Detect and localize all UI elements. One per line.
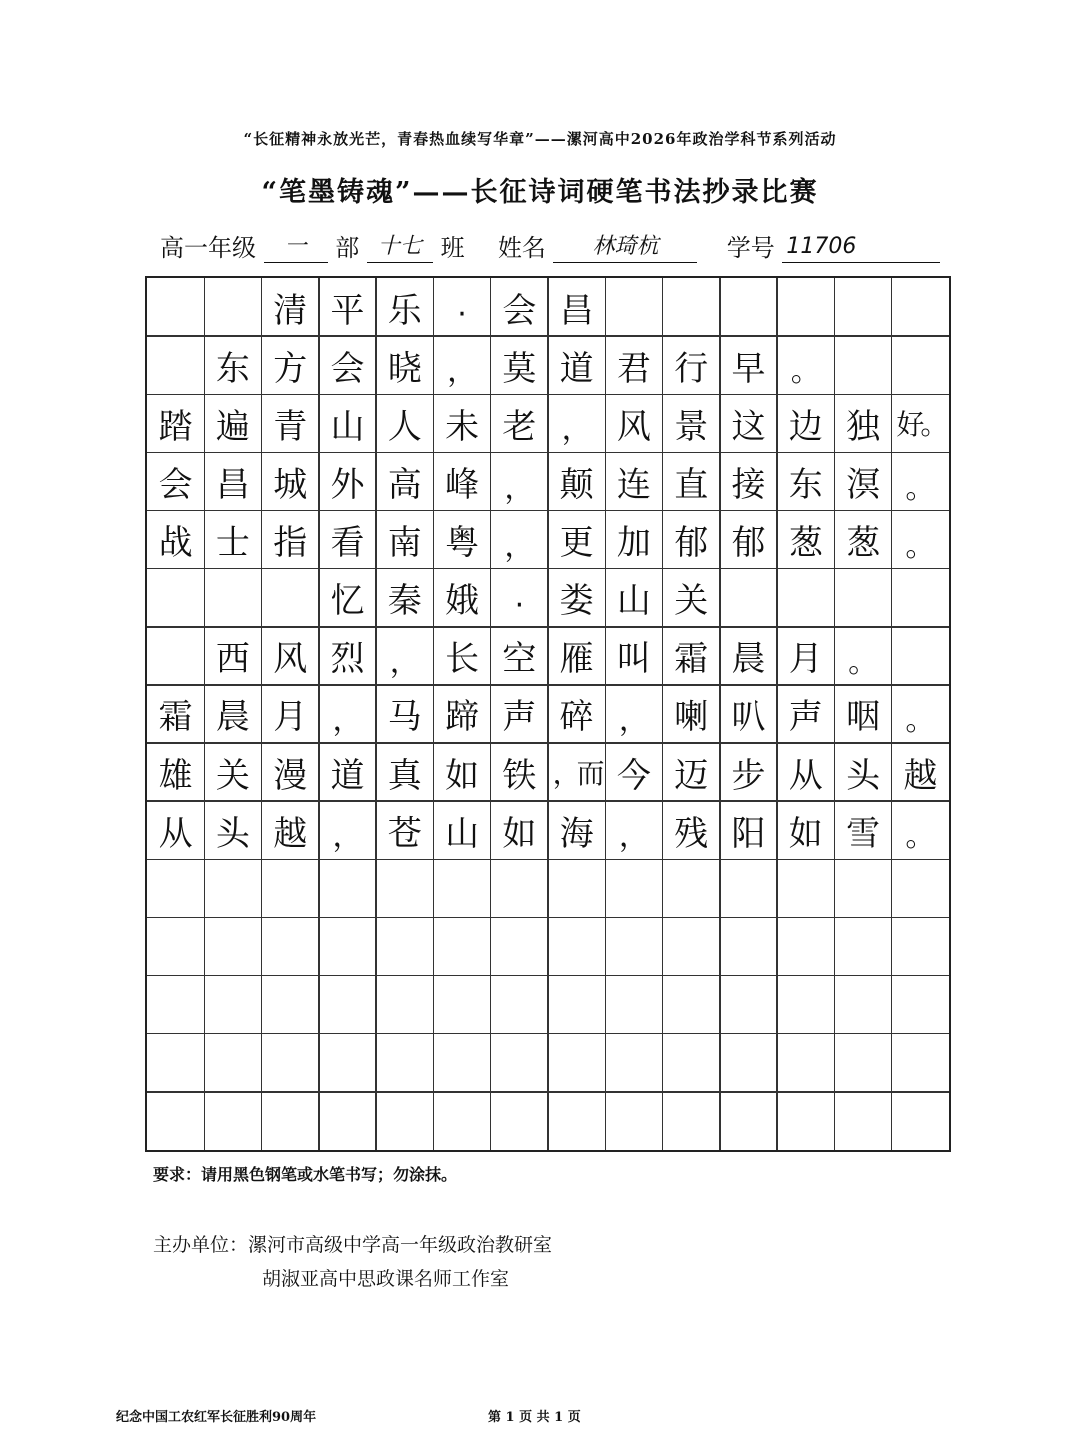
- grid-cell: [834, 1092, 891, 1150]
- grid-cell: [376, 1034, 433, 1092]
- grid-cell: 独: [846, 406, 881, 447]
- grid-cell: 山: [445, 813, 480, 854]
- grid-cell: 边: [788, 406, 823, 447]
- grid-cell: 忆: [330, 581, 365, 622]
- grid-cell: [548, 859, 605, 917]
- grid-cell: [262, 859, 319, 917]
- grid-cell: 马: [387, 697, 422, 738]
- grid-cell: 碎: [559, 697, 594, 738]
- grid-cell: [147, 336, 204, 394]
- grid-cell: ，: [332, 819, 363, 855]
- grid-cell: 看: [330, 523, 365, 564]
- grid-cell: [491, 859, 548, 917]
- grid-cell: ，: [504, 528, 535, 564]
- grid-cell: [319, 859, 376, 917]
- name-label: 姓名: [497, 234, 546, 262]
- grid-cell: [663, 917, 720, 975]
- grid-cell: 如: [502, 813, 537, 854]
- grid-cell: 青: [273, 406, 308, 447]
- grid-cell: 城: [273, 464, 308, 505]
- grid-cell: [147, 1034, 204, 1092]
- grid-cell: 粤: [445, 523, 480, 564]
- requirements-note: 要求：请用黑色钢笔或水笔书写；勿涂抹。: [153, 1165, 458, 1184]
- grid-cell: 漫: [273, 755, 308, 796]
- grid-cell: [892, 278, 949, 336]
- grid-cell: [892, 859, 949, 917]
- grid-cell: 今: [616, 755, 651, 796]
- grid-cell: [147, 859, 204, 917]
- grid-cell: ·: [514, 587, 525, 623]
- grid-cell: [605, 1034, 662, 1092]
- grid-cell: 娄: [559, 581, 594, 622]
- grid-cell: [663, 1092, 720, 1150]
- grid-cell: 晨: [215, 697, 250, 738]
- grid-cell: [892, 569, 949, 627]
- grid-cell: 喇: [674, 697, 709, 738]
- grid-cell: 昌: [559, 290, 594, 331]
- grid-cell: [433, 1034, 490, 1092]
- grid-cell: [777, 859, 834, 917]
- grid-cell: 迈: [674, 755, 709, 796]
- grid-cell: [204, 1092, 261, 1150]
- grid-cell: 接: [731, 464, 766, 505]
- grid-cell: 越: [273, 813, 308, 854]
- grid-cell: [204, 917, 261, 975]
- grid-cell: 声: [502, 697, 537, 738]
- grid-cell: 秦: [387, 581, 422, 622]
- grid-cell: [147, 976, 204, 1034]
- grid-cell: [777, 976, 834, 1034]
- grid-cell: ，: [561, 412, 592, 448]
- grid-cell: 月: [788, 639, 823, 680]
- grid-cell: [720, 1092, 777, 1150]
- grid-cell: ，: [332, 703, 363, 739]
- grid-cell: 加: [616, 523, 651, 564]
- grid-cell: 雄: [158, 755, 193, 796]
- grid-cell: [663, 278, 720, 336]
- grid-cell: 景: [674, 406, 709, 447]
- name-field[interactable]: 林琦杭: [553, 232, 697, 263]
- grid-cell: [433, 917, 490, 975]
- grid-cell: 溟: [846, 464, 881, 505]
- grid-cell: 叭: [731, 697, 766, 738]
- grid-cell: [376, 976, 433, 1034]
- grid-cell: 道: [559, 348, 594, 389]
- grid-cell: 山: [616, 581, 651, 622]
- grid-cell: 方: [273, 348, 308, 389]
- grid-cell: 晨: [731, 639, 766, 680]
- grid-cell: ，: [447, 354, 478, 390]
- grid-cell: [147, 917, 204, 975]
- grid-cell: 郁: [731, 523, 766, 564]
- grid-cell: 未: [445, 406, 480, 447]
- grid-cell: 真: [387, 755, 422, 796]
- footer-commemoration: 纪念中国工农红军长征胜利90周年: [116, 1410, 317, 1425]
- grid-cell: 士: [215, 523, 250, 564]
- grid-cell: 月: [273, 697, 308, 738]
- grid-cell: 。: [790, 354, 821, 390]
- grid-cell: [892, 1034, 949, 1092]
- grid-cell: 雁: [559, 639, 594, 680]
- grid-cell: 铁: [502, 755, 537, 796]
- grid-cell: 霜: [158, 697, 193, 738]
- grid-cell: [204, 1034, 261, 1092]
- grid-cell: ，: [618, 703, 649, 739]
- grid-cell: [605, 859, 662, 917]
- grid-cell: 早: [731, 348, 766, 389]
- grid-cell: 昌: [215, 464, 250, 505]
- grid-cell: [548, 1034, 605, 1092]
- grid-cell: [777, 1034, 834, 1092]
- organizer-line-2: 胡淑亚高中思政课名师工作室: [262, 1268, 510, 1290]
- grid-cell: [777, 278, 834, 336]
- grid-cell: [892, 976, 949, 1034]
- grid-cell: 空: [502, 639, 537, 680]
- grid-cell: [262, 917, 319, 975]
- grid-cell: [605, 1092, 662, 1150]
- grid-cell: [319, 1092, 376, 1150]
- grid-cell: 头: [846, 755, 881, 796]
- writing-grid: [145, 276, 951, 1152]
- grade-label: 高一年级: [160, 234, 256, 262]
- grid-cell: 越: [903, 755, 938, 796]
- grid-cell: [262, 569, 319, 627]
- grid-cell: 颠: [559, 464, 594, 505]
- grid-cell: [319, 976, 376, 1034]
- grid-cell: [548, 1092, 605, 1150]
- grid-cell: 。: [905, 819, 936, 855]
- grid-cell: [147, 1092, 204, 1150]
- grid-cell: 道: [330, 755, 365, 796]
- grid-cell: 战: [158, 523, 193, 564]
- grid-cell: 东: [788, 464, 823, 505]
- grid-cell: [834, 976, 891, 1034]
- grid-cell: 咽: [846, 697, 881, 738]
- grid-cell: [720, 1034, 777, 1092]
- grid-cell: 遍: [215, 406, 250, 447]
- grid-cell: 如: [445, 755, 480, 796]
- grid-cell: 。: [905, 528, 936, 564]
- grid-cell: [720, 859, 777, 917]
- grid-cell: [834, 278, 891, 336]
- grid-cell: [605, 976, 662, 1034]
- grid-cell: 东: [215, 348, 250, 389]
- grid-cell: [892, 336, 949, 394]
- grid-cell: 娥: [445, 581, 480, 622]
- grid-cell: [204, 278, 261, 336]
- grid-cell: 乐: [387, 290, 422, 331]
- grid-cell: 从: [158, 813, 193, 854]
- grid-cell: [147, 627, 204, 685]
- grid-cell: 晓: [387, 348, 422, 389]
- grid-cell: [834, 1034, 891, 1092]
- grid-cell: [892, 917, 949, 975]
- grid-cell: [491, 1092, 548, 1150]
- grid-cell: 山: [330, 406, 365, 447]
- grid-cell: 关: [674, 581, 709, 622]
- grid-cell: [720, 976, 777, 1034]
- grid-cell: [834, 917, 891, 975]
- grid-cell: 人: [387, 406, 422, 447]
- grid-cell: 更: [559, 523, 594, 564]
- grid-cell: 声: [788, 697, 823, 738]
- grid-cell: [892, 1092, 949, 1150]
- grid-cell: [319, 917, 376, 975]
- grid-cell: [892, 627, 949, 685]
- grid-cell: [262, 1092, 319, 1150]
- event-subheading: “长征精神永放光芒，青春热血续写华章”——漯河高中2026年政治学科节系列活动: [243, 130, 837, 148]
- grid-cell: [376, 859, 433, 917]
- grid-cell: 直: [674, 464, 709, 505]
- grid-cell: [147, 278, 204, 336]
- grid-cell: ·: [457, 297, 467, 333]
- grid-cell: 蹄: [445, 697, 480, 738]
- grid-cell: 雪: [846, 813, 881, 854]
- grid-cell: [548, 976, 605, 1034]
- grid-cell: [433, 1092, 490, 1150]
- grid-cell: 叫: [616, 639, 651, 680]
- grid-cell: [262, 976, 319, 1034]
- grid-cell: 清: [273, 290, 308, 331]
- grid-cell: 老: [502, 406, 537, 447]
- grid-cell: 这: [731, 406, 766, 447]
- grid-cell: [720, 917, 777, 975]
- grid-cell: [777, 1092, 834, 1150]
- division-field[interactable]: 一: [264, 232, 328, 263]
- grid-cell: 会: [158, 464, 193, 505]
- grid-cell: [605, 917, 662, 975]
- organizer-line-1: 主办单位：漯河市高级中学高一年级政治教研室: [153, 1234, 553, 1256]
- grid-cell: 好。: [896, 408, 945, 442]
- grid-cell: 风: [273, 639, 308, 680]
- grid-cell: 。: [905, 703, 936, 739]
- student-id-label: 学号: [726, 234, 775, 262]
- grid-cell: [491, 1034, 548, 1092]
- grid-cell: [491, 976, 548, 1034]
- grid-cell: 郁: [674, 523, 709, 564]
- grid-cell: [834, 336, 891, 394]
- grid-cell: [491, 917, 548, 975]
- grid-cell: [663, 1034, 720, 1092]
- grid-cell: 踏: [158, 406, 193, 447]
- grid-cell: 葱: [788, 523, 823, 564]
- footer-page-number: 第 1 页 共 1 页: [488, 1410, 581, 1425]
- class-field[interactable]: 十七: [367, 232, 433, 263]
- grid-cell: [777, 569, 834, 627]
- grid-cell: 风: [616, 406, 651, 447]
- division-label: 部: [335, 234, 360, 262]
- grid-cell: 葱: [846, 523, 881, 564]
- grid-cell: [376, 917, 433, 975]
- grid-cell: 从: [788, 755, 823, 796]
- grid-cell: 霜: [674, 639, 709, 680]
- grid-cell: 君: [616, 348, 651, 389]
- grid-cell: [376, 1092, 433, 1150]
- grid-cell: 西: [215, 639, 250, 680]
- grid-cell: 高: [387, 464, 422, 505]
- grid-cell: ，: [618, 819, 649, 855]
- grid-cell: 指: [273, 523, 308, 564]
- grid-cell: 莫: [502, 348, 537, 389]
- grid-cell: ，: [389, 644, 420, 680]
- grid-cell: [663, 859, 720, 917]
- grid-cell: 如: [788, 813, 823, 854]
- grid-cell: [548, 917, 605, 975]
- contest-title: “笔墨铸魂”——长征诗词硬笔书法抄录比赛: [261, 177, 819, 208]
- grid-cell: 残: [674, 813, 709, 854]
- grid-cell: 行: [674, 348, 709, 389]
- grid-cell: 关: [215, 755, 250, 796]
- grid-cell: [204, 976, 261, 1034]
- grid-cell: ，而: [552, 757, 601, 791]
- class-label: 班: [440, 234, 465, 262]
- grid-cell: [720, 278, 777, 336]
- grid-cell: 外: [330, 464, 365, 505]
- grid-cell: [605, 278, 662, 336]
- grid-cell: ，: [504, 470, 535, 506]
- grid-cell: 长: [445, 639, 480, 680]
- grid-cell: [663, 976, 720, 1034]
- grid-cell: 海: [559, 813, 594, 854]
- grid-cell: [834, 569, 891, 627]
- grid-cell: 头: [215, 813, 250, 854]
- grid-cell: 峰: [445, 464, 480, 505]
- grid-cell: 会: [502, 290, 537, 331]
- grid-cell: 阳: [731, 813, 766, 854]
- grid-cell: [777, 917, 834, 975]
- grid-cell: [204, 569, 261, 627]
- grid-cell: 。: [848, 644, 879, 680]
- grid-cell: 平: [330, 290, 365, 331]
- grid-cell: 连: [616, 464, 651, 505]
- grid-cell: 。: [905, 470, 936, 506]
- grid-cell: 南: [387, 523, 422, 564]
- grid-cell: [319, 1034, 376, 1092]
- grid-cell: [433, 859, 490, 917]
- grid-cell: [262, 1034, 319, 1092]
- grid-cell: 烈: [330, 639, 365, 680]
- grid-cell: [834, 859, 891, 917]
- student-id-field[interactable]: 11706: [782, 232, 940, 263]
- grid-cell: 步: [731, 755, 766, 796]
- grid-cell: 苍: [387, 813, 422, 854]
- grid-cell: [147, 569, 204, 627]
- grid-cell: [720, 569, 777, 627]
- student-info-line: [160, 228, 920, 264]
- grid-cell: [433, 976, 490, 1034]
- grid-cell: 会: [330, 348, 365, 389]
- grid-cell: [204, 859, 261, 917]
